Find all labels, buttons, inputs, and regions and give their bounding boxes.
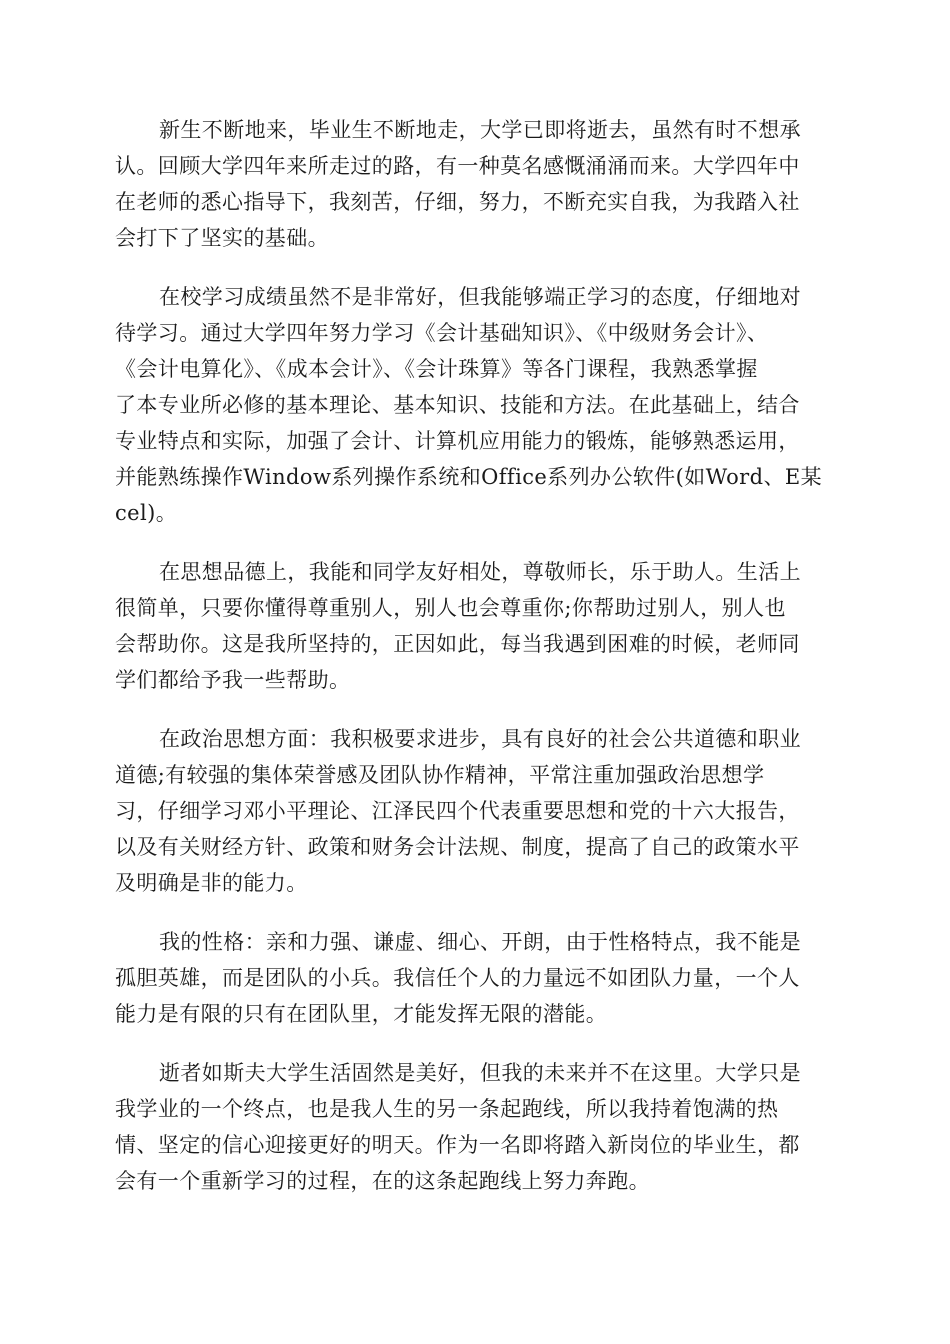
text-line: 待学习。通过大学四年努力学习《会计基础知识》、《中级财务会计》、 [115, 321, 769, 345]
paragraph-morality [115, 554, 835, 698]
text-line: 很简单，只要你懂得尊重别人，别人也会尊重你;你帮助过别人，别人也 [115, 596, 786, 620]
text-line: 认。回顾大学四年来所走过的路，有一种莫名感慨涌涌而来。大学四年中 [115, 154, 800, 178]
text-line: 习，仔细学习邓小平理论、江泽民四个代表重要思想和党的十六大报告， [115, 799, 800, 823]
text-line: 在老师的悉心指导下，我刻苦，仔细，努力，不断充实自我，为我踏入社 [115, 190, 800, 214]
text-line: 会有一个重新学习的过程，在的这条起跑线上努力奔跑。 [115, 1169, 650, 1193]
text-line: 会帮助你。这是我所坚持的，正因如此，每当我遇到困难的时候，老师同 [115, 632, 800, 656]
text-line: 道德;有较强的集体荣誉感及团队协作精神，平常注重加强政治思想学 [115, 763, 765, 787]
text-line: 了本专业所必修的基本理论、基本知识、技能和方法。在此基础上，结合 [115, 393, 800, 417]
document-body [115, 112, 835, 1222]
text-line: 能力是有限的只有在团队里，才能发挥无限的潜能。 [115, 1002, 608, 1026]
paragraph-study [115, 279, 835, 531]
text-line: 新生不断地来，毕业生不断地走，大学已即将逝去，虽然有时不想承 [159, 118, 801, 142]
text-line: 会打下了坚实的基础。 [115, 226, 329, 250]
text-line: 并能熟练操作Window系列操作系统和Office系列办公软件(如Word、E某 [115, 465, 822, 489]
text-line: 在校学习成绩虽然不是非常好，但我能够端正学习的态度，仔细地对 [159, 285, 801, 309]
text-line: 学们都给予我一些帮助。 [115, 668, 351, 692]
text-line: 孤胆英雄，而是团队的小兵。我信任个人的力量远不如团队力量，一个人 [115, 966, 800, 990]
text-line: 专业特点和实际，加强了会计、计算机应用能力的锻炼，能够熟悉运用， [115, 429, 800, 453]
text-line: 及明确是非的能力。 [115, 871, 308, 895]
text-line: 《会计电算化》、《成本会计》、《会计珠算》等各门课程，我熟悉掌握 [115, 357, 758, 381]
text-line: 在思想品德上，我能和同学友好相处，尊敬师长，乐于助人。生活上 [159, 560, 801, 584]
paragraph-politics [115, 721, 835, 901]
paragraph-intro [115, 112, 835, 256]
text-line: cel)。 [115, 501, 178, 525]
text-line: 以及有关财经方针、政策和财务会计法规、制度，提高了自己的政策水平 [115, 835, 800, 859]
text-line: 情、坚定的信心迎接更好的明天。作为一名即将踏入新岗位的毕业生，都 [115, 1133, 800, 1157]
text-line: 我学业的一个终点，也是我人生的另一条起跑线，所以我持着饱满的热 [115, 1097, 779, 1121]
text-line: 逝者如斯夫大学生活固然是美好，但我的未来并不在这里。大学只是 [159, 1061, 801, 1085]
paragraph-future [115, 1055, 835, 1199]
paragraph-personality [115, 924, 835, 1032]
text-line: 在政治思想方面：我积极要求进步，具有良好的社会公共道德和职业 [159, 727, 801, 751]
text-line: 我的性格：亲和力强、谦虚、细心、开朗，由于性格特点，我不能是 [159, 930, 801, 954]
